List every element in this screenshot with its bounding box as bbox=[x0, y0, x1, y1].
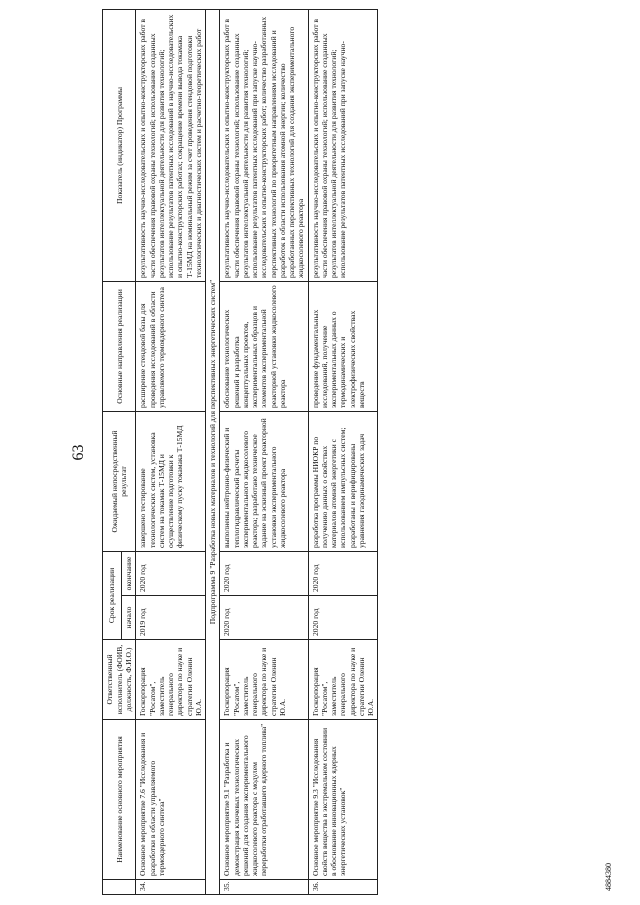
program-table bbox=[102, 9, 378, 895]
page-number: 63 bbox=[70, 444, 87, 461]
measure-name: Основное мероприятие 7.6 "Исследования и разработки в области управляемого термоядерного синтеза" bbox=[136, 720, 206, 880]
header-indicator: Показатель (индикатор) Программы bbox=[103, 9, 136, 281]
measure-end: 2020 год bbox=[136, 551, 206, 595]
measure-result: завершено тестирование технологических систем, установка систем на токамак Т-15МД и осуществление подготовки к физическому пуску токамака Т-15МД bbox=[136, 411, 206, 551]
measure-start: 2020 год bbox=[308, 596, 378, 640]
measure-name: Основное мероприятие 9.1 "Разработка и демонстрация ключевых технологических решений для создания экспериментального жидкосолевого реактора с модулем переработки отработавшего ядерного топлива" bbox=[220, 720, 308, 880]
header-period: Срок реализации bbox=[103, 551, 122, 639]
measure-indicator: результативность научно-исследовательских и опытно-конструкторских работ в части обеспечения правовой охраны технологий; использование созданных результатов интеллектуальной деятельности для развития технологий; использование результатов патентных исследований в научно-исследовательских и опытно-конструкторских работах; сокращение времени вывода токамака Т-15МД на номинальный режим за счет проведения стендовой подготовки технологических и диагностических систем и расчетно-теоретических работ bbox=[136, 9, 206, 281]
measure-end: 2020 год bbox=[220, 551, 308, 595]
header-start: начало bbox=[122, 596, 136, 640]
row-number: 34. bbox=[136, 880, 206, 895]
row-number: 36. bbox=[308, 880, 378, 895]
document-id: 4884380 bbox=[604, 863, 613, 891]
table-header-row bbox=[103, 9, 122, 894]
header-name: Наименование основного мероприятия bbox=[103, 720, 136, 880]
measure-indicator: результативность научно-исследовательских и опытно-конструкторских работ в части обеспечения правовой охраны технологий; использование созданных результатов интеллектуальной деятельности для развития технологий; использование результатов патентных исследований при запуске научно-исследовательских и опытно-конструкторских работ; количество разработанных перспективных технологий по приоритетным направлениям исследований и разработок в области использования атомной энергии; количество разработанных перспективных технологий для создания экспериментального жидкосолевого реактора bbox=[220, 9, 308, 281]
measure-end: 2020 год bbox=[308, 551, 378, 595]
measure-executor: Госкорпорация "Росатом", заместитель генерального директора по науке и стратегии Оленин Ю.А. bbox=[136, 640, 206, 720]
header-result: Ожидаемый непосредственный результат bbox=[103, 411, 136, 551]
section-row bbox=[206, 9, 220, 894]
measure-start: 2020 год bbox=[220, 596, 308, 640]
measure-directions: расширение стендовой базы для проведения исследований в области управляемого термоядерного синтеза bbox=[136, 281, 206, 411]
table-row bbox=[136, 9, 206, 894]
header-num bbox=[103, 880, 136, 895]
measure-executor: Госкорпорация "Росатом", заместитель генерального директора по науке и стратегии Оленин Ю.А. bbox=[220, 640, 308, 720]
header-directions: Основные направления реализации bbox=[103, 281, 136, 411]
table-row bbox=[308, 9, 378, 894]
section-title: Подпрограмма 9 "Разработка новых материалов и технологий для перспективных энергетических систем" bbox=[206, 9, 220, 894]
measure-result: выполнены нейтронно-физический и теплогидравлический расчеты экспериментального жидкосолевого реактора; разработано техническое задание на эскизный проект реакторной установки экспериментального жидкосолевого реактора bbox=[220, 411, 308, 551]
measure-name: Основное мероприятие 9.3 "Исследования свойств вещества в экстремальном состоянии в обоснование инновационных ядерных энергетических установок" bbox=[308, 720, 378, 880]
measure-executor: Госкорпорация "Росатом", заместитель генерального директора по науке и стратегии Оленин Ю.А. bbox=[308, 640, 378, 720]
measure-result: разработка программы НИОКР по получению данных о свойствах материалов атомной энергетики с использованием импульсных систем; разработаны и верифицированы уравнения газодинамических задач bbox=[308, 411, 378, 551]
table-row bbox=[220, 9, 308, 894]
measure-directions: проведение фундаментальных исследований, получение экспериментальных данных о термодинамических и электрофизических свойствах веществ bbox=[308, 281, 378, 411]
header-executor: Ответственный исполнитель (ФОИВ, должность, Ф.И.О.) bbox=[103, 640, 136, 720]
header-end: окончание bbox=[122, 551, 136, 595]
measure-start: 2019 год bbox=[136, 596, 206, 640]
measure-directions: обоснование технологических решений и разработка концептуальных проектов, экспериментальных образцов и элементов экспериментальной реакторной установки жидкосолевого реактора bbox=[220, 281, 308, 411]
measure-indicator: результативность научно-исследовательских и опытно-конструкторских работ в части обеспечения правовой охраны технологий; использование созданных результатов интеллектуальной деятельности для развития технологий; использование результатов патентных исследований при запуске научно- bbox=[308, 9, 378, 281]
row-number: 35. bbox=[220, 880, 308, 895]
